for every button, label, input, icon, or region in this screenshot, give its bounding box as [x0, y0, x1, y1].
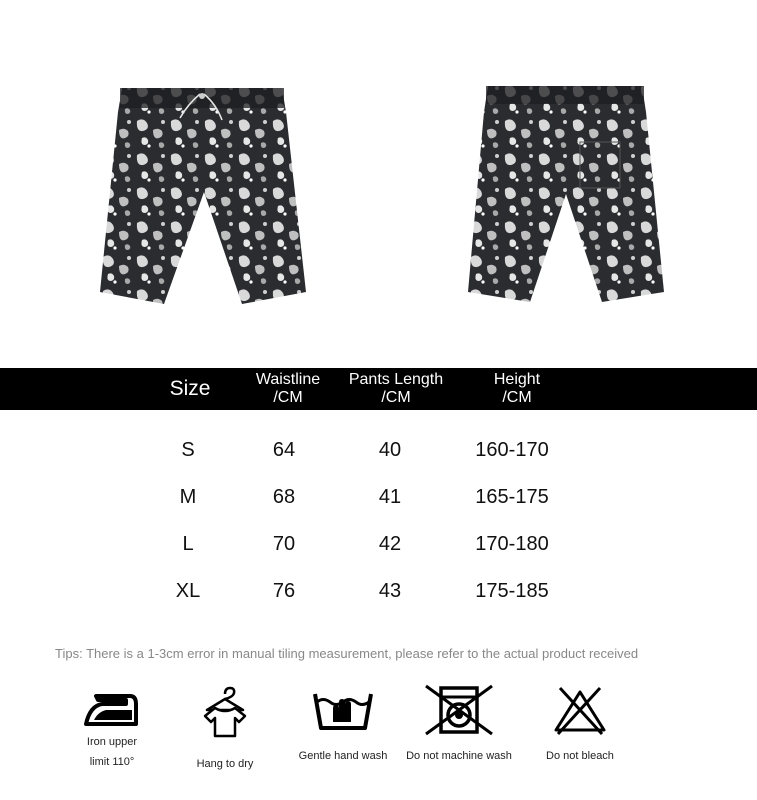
care-item-hand-wash: [290, 684, 396, 766]
measurement-tips: Tips: There is a 1-3cm error in manual tiling measurement, please refer to the actual product received: [55, 646, 639, 661]
cell-height: 160-170: [475, 439, 549, 461]
cell-height: 175-185: [475, 580, 549, 602]
cell-waistline: 76: [272, 580, 296, 602]
no-machine-wash-icon: [424, 684, 494, 736]
header-height: [472, 371, 562, 407]
cell-pants-length: 41: [378, 486, 402, 508]
product-photos: [0, 0, 757, 360]
cell-waistline: 68: [272, 486, 296, 508]
header-height-label: Height: [493, 371, 541, 388]
header-waistline-unit: /CM: [273, 389, 303, 406]
cell-size: S: [181, 439, 195, 461]
care-item-no-bleach: [532, 684, 628, 766]
cell-size: M: [179, 486, 197, 508]
cell-size: XL: [175, 580, 201, 602]
cell-height: 170-180: [475, 533, 549, 555]
cell-pants-length: 43: [378, 580, 402, 602]
care-label-no-machine-wash: Do not machine wash: [406, 750, 512, 762]
shorts-front-image: [100, 82, 306, 307]
care-label-no-bleach: Do not bleach: [546, 750, 614, 762]
care-label-iron-line2: limit 110°: [89, 756, 135, 768]
care-label-hang: Hang to dry: [196, 758, 254, 770]
header-waistline: [238, 371, 338, 407]
iron-icon: [82, 684, 142, 732]
care-item-iron: [70, 684, 154, 772]
care-instructions: [0, 684, 757, 794]
care-label-hand-wash: Gentle hand wash: [298, 750, 388, 762]
cell-waistline: 70: [272, 533, 296, 555]
care-item-hang: [186, 684, 264, 774]
header-size: Size: [169, 377, 211, 400]
cell-waistline: 64: [272, 439, 296, 461]
table-row: [0, 474, 757, 521]
header-waistline-label: Waistline: [255, 371, 321, 388]
table-row: [0, 521, 757, 568]
table-row: [0, 568, 757, 615]
hand-wash-icon: [311, 684, 375, 736]
cell-size: L: [182, 533, 194, 555]
header-pants-length: [336, 371, 456, 407]
header-pants-length-unit: /CM: [381, 389, 411, 406]
hanger-shirt-icon: [201, 684, 249, 740]
cell-height: 165-175: [475, 486, 549, 508]
header-height-unit: /CM: [502, 389, 532, 406]
header-pants-length-label: Pants Length: [348, 371, 444, 388]
cell-pants-length: 42: [378, 533, 402, 555]
care-item-no-machine-wash: [398, 684, 520, 766]
size-table-header: [0, 368, 757, 410]
table-row: [0, 427, 757, 474]
cell-pants-length: 40: [378, 439, 402, 461]
no-bleach-icon: [552, 684, 608, 736]
shorts-back-image: [468, 82, 664, 307]
care-label-iron-line1: Iron upper: [86, 736, 138, 748]
